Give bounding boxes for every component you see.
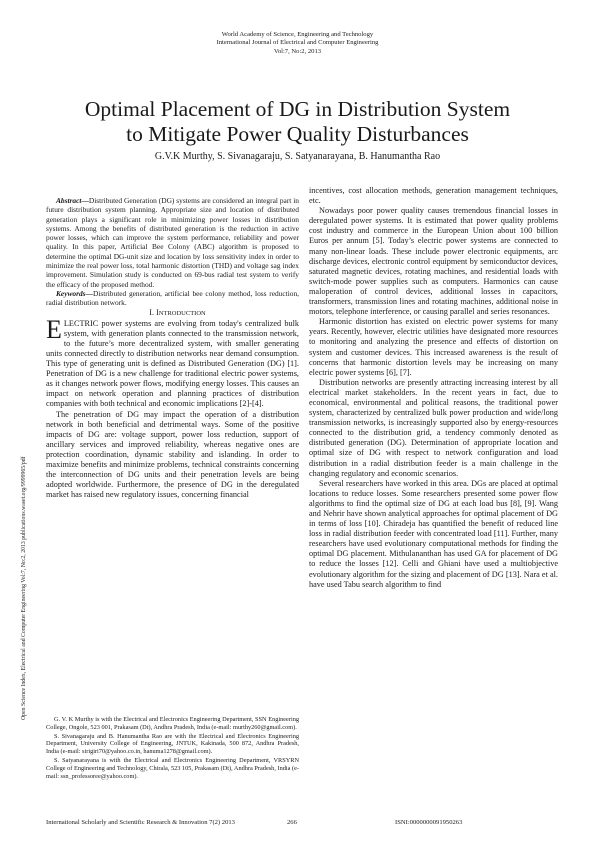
journal-name: International Journal of Electrical and Computer Engineering: [216, 39, 379, 47]
keywords: [46, 289, 299, 308]
footnote-3: S. Satyanarayana is with the Electrical and Electronics Engineering Department, VRSYRN College of Engineering and Technology, Chirala, 523 105, Prakasam (Dt), Andhra Pradesh, India (e-mail: ssn_professoree@yahoo.com).: [46, 756, 299, 780]
left-column: [46, 196, 299, 500]
keywords-label: Keywords: [56, 288, 86, 298]
body-paragraph-continued: incentives, cost allocation methods, generation management techniques, etc.: [309, 186, 558, 206]
page-number: 266: [287, 819, 297, 826]
paper-title-line2: to Mitigate Power Quality Disturbances: [126, 122, 469, 146]
footer-isni: ISNI:0000000091950263: [395, 819, 463, 826]
section-heading-introduction: I. INTRODUCTION: [149, 307, 206, 317]
drop-cap: E: [46, 314, 62, 344]
intro-paragraph-1-text: LECTRIC power systems are evolving from today's centralized bulk system, with generation plants connected to the transmission network, to the future’s more decentralized system, with smaller generating units connected directly to distribution networks near demand consumption. This type of generating unit is defined as Distributed Generation (DG) [1]. Penetration of DG is a new challenge for traditional electric power systems, as it changes network power flows, modifying energy losses. This causes an impact on network operation and planning practices of distribution companies with both technical and economic implications [2]-[4].: [46, 318, 299, 409]
abstract-dash: —: [81, 196, 89, 205]
body-paragraph-distribution-networks: Distribution networks are presently attracting increasing interest by all electrical market stakeholders. In the recent years in fact, due to economical, environmental and political reasons, the traditional power system, characterized by centralized bulk power production and wide/long transmission networks, is increasingly supported also by energy-resources connected to the distribution grid, a tendency commonly denoted as distributed generation (DG). Determination of appropriate location and optimal size of DG with respect to network configuration and load distribution in a radial distribution feeder is a main challenge in the changing regulatory and economic scenarios.: [309, 377, 558, 478]
journal-org: World Academy of Science, Engineering and Technology: [221, 31, 374, 38]
author-list: G.V.K Murthy, S. Sivanagaraju, S. Satyanarayana, B. Hanumantha Rao: [154, 151, 441, 162]
page-footer: [0, 819, 595, 829]
abstract-text: Distributed Generation (DG) systems are considered an integral part in future distribution system planning. Appropriate size and location of distributed generation plays a significant role in minimizing power losses in distribution systems. Among the benefits of distributed generation is the reduction in active power losses, which can improve the system performance, reliability and power quality. In this paper, Artificial Bee Colony (ABC) algorithm is proposed to determine the optimal DG-unit size and location by loss sensitivity index in order to minimize the real power loss, total harmonic distortion (THD) and voltage sag index improvement. Simulation study is conducted on 69-bus radial test system to verify the efficacy of the proposed method.: [46, 196, 299, 289]
intro-paragraph-1: [46, 314, 299, 410]
footnote-2: S. Sivanagaraju and B. Hanumantha Rao are with the Electrical and Electronics Engineering Department, University College of Engineering, JNTUK, Kakinada, 500 872, Andhra Pradesh, India (e-mail: sirigiri70@yahoo.co.in, hanuma1278@gmail.com).: [46, 732, 299, 756]
abstract: [46, 196, 299, 289]
paper-title: [40, 97, 555, 147]
journal-header: [0, 31, 595, 56]
footer-publisher: International Scholarly and Scientific Research & Innovation 7(2) 2013: [46, 819, 235, 826]
intro-paragraph-2: The penetration of DG may impact the operation of a distribution network in both beneficial and detrimental ways. Some of the positive impacts of DG are: voltage support, power loss reduction, support of ancillary services and improved reliability, whereas negative ones are protection coordination, dynamic stability and islanding. In order to maximize benefits and minimize problems, technical constraints concerning the interconnection of DG units and their penetration levels are being adopted worldwide. Furthermore, the presence of DG in the deregulated market has raised new regulatory issues, concerning financial: [46, 409, 299, 500]
keywords-text: Distributed generation, artificial bee colony method, loss reduction, radial distribution network.: [46, 288, 299, 308]
side-identifier: [21, 200, 31, 720]
right-column: [309, 186, 558, 590]
body-paragraph-harmonic-distortion: Harmonic distortion has existed on electric power systems for many years. Recently, however, electric utilities have designated more resources to monitoring and analyzing the presence and effects of distortion on system and customer devices. This increased awareness is the result of concerns that harmonic distortion levels may be increasing on many electric power systems [6], [7].: [309, 317, 558, 377]
journal-volume: Vol:7, No:2, 2013: [273, 47, 322, 55]
keywords-dash: —: [85, 288, 93, 298]
body-paragraph-researchers: Several researchers have worked in this area. DGs are placed at optimal locations to reduce losses. Some researchers presented some power flow algorithms to find the optimal size of DG at each load bus [8], [9]. Wang and Nehrir have shown analytical approaches for optimal placement of DG in terms of loss [10]. Chiradeja has quantified the benefit of reduced line loss in radial distribution feeder with concentrated load [11]. Further, many researchers have used evolutionary computational methods for finding the optimal DG placement. Mithulananthan has used GA for placement of DG to reduce the losses [12]. Celli and Ghiani have used a multiobjective evolutionary algorithm for the sizing and placement of DG [13]. Nara et al. have used Tabu search algorithm to find: [309, 478, 558, 589]
abstract-label: Abstract: [56, 196, 82, 205]
paper-title-line1: Optimal Placement of DG in Distribution System: [84, 97, 511, 121]
footnote-1: G. V. K Murthy is with the Electrical and Electronics Engineering Department, SSN Engineering College, Ongole, 523 001, Prakasam (Dt), Andhra Pradesh, India (e-mail: murthy260@gmail.com).: [46, 716, 299, 731]
body-paragraph-power-quality: Nowadays poor power quality causes tremendous financial losses in deregulated power systems. It is estimated that power quality problems cost industry and commerce in the European Union about 100 billion Euros per annum [5]. Today’s electric power systems are connected to many non-linear loads. These include power electronic equipments, arc discharge devices, electronic control equipment by semiconductor devices, saturated magnetic devices, rotating machines, and residential loads with switch-mode power supplies such as computers. Harmonics can cause maloperation of control devices, additional losses in capacitors, transformers, transmission lines and rotating machines, additional noise in motors, telephone interference, or causing parallel and series resonances.: [309, 206, 558, 317]
side-identifier-text: Open Science Index, Electrical and Computer Engineering Vol:7, No:2, 2013 publications.waset.org/9999965/pdf: [21, 456, 27, 720]
author-footnotes: [46, 716, 299, 781]
